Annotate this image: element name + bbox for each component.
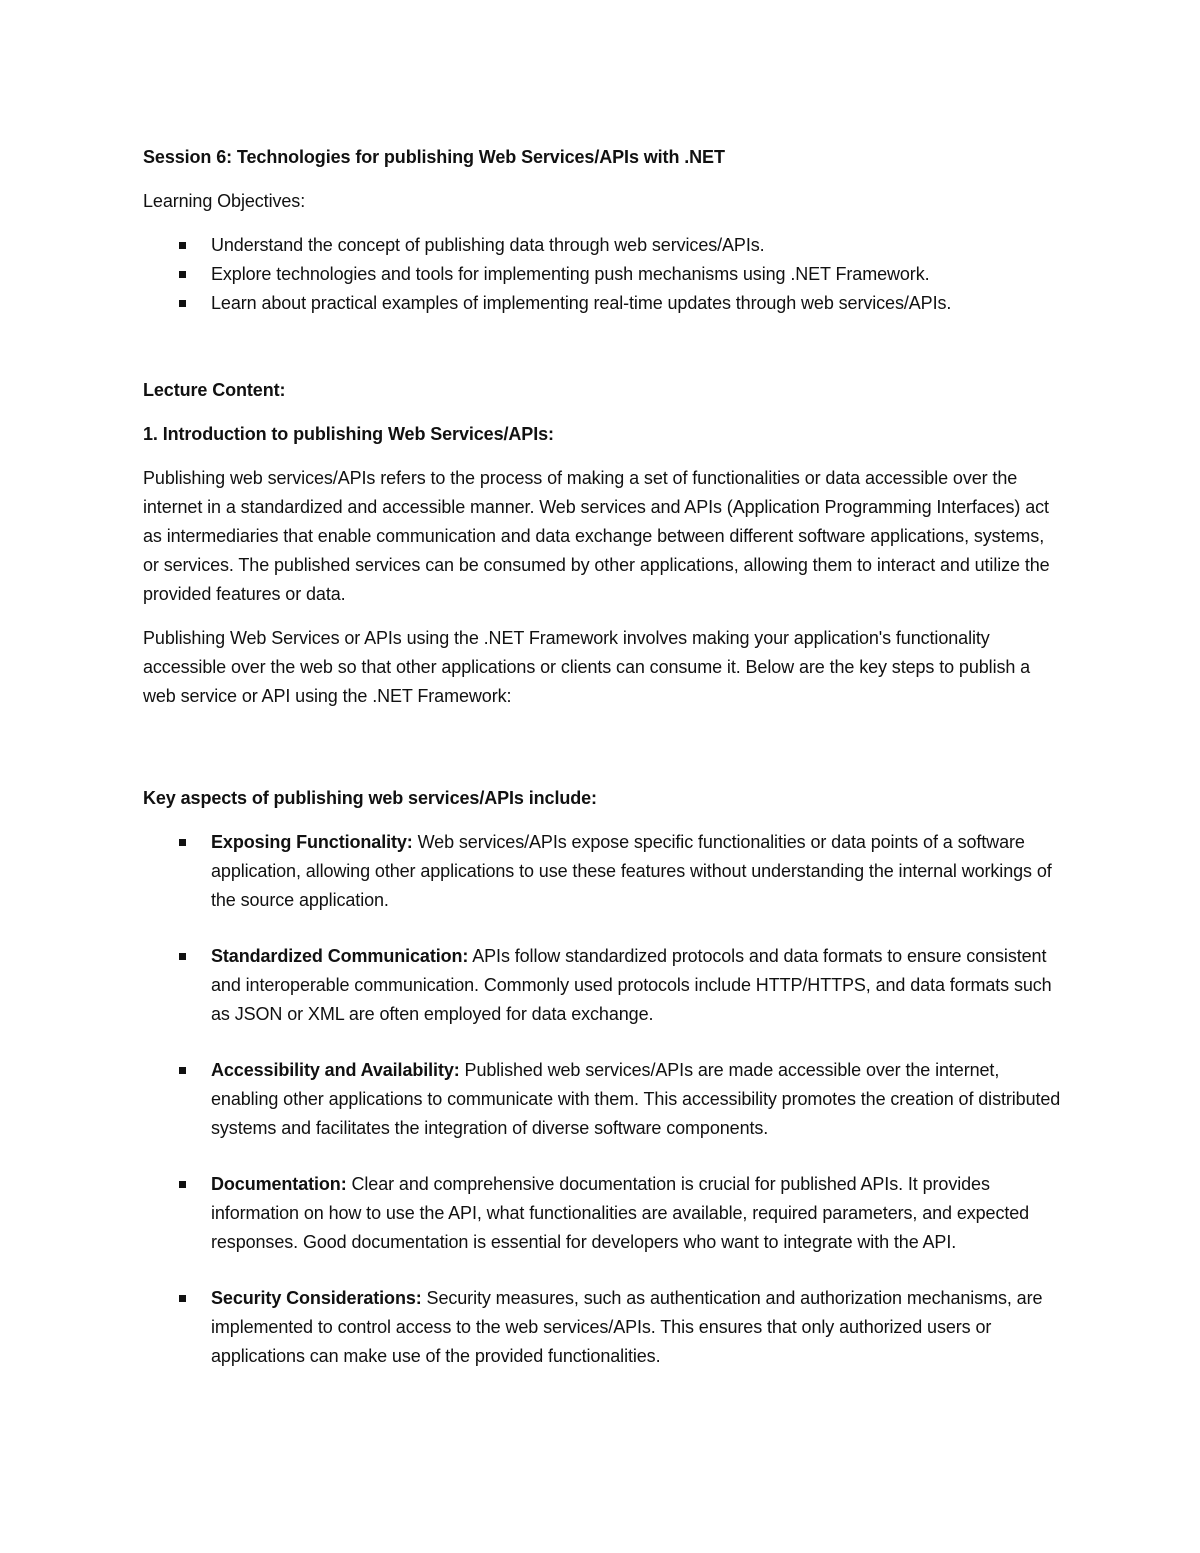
objective-item: [143, 260, 1063, 289]
square-bullet-icon: [179, 1295, 186, 1302]
intro-paragraph-2: Publishing Web Services or APIs using the .NET Framework involves making your application's functionality accessible over the web so that other applications or clients can consume it. Below are the key steps to publish a web service or API using the .NET Framework:: [143, 628, 1031, 706]
section-1-heading: 1. Introduction to publishing Web Services/APIs:: [143, 424, 554, 444]
spacer: [143, 726, 1063, 784]
square-bullet-icon: [179, 300, 186, 307]
aspect-text: Published web services/APIs are made accessible over the internet, enabling other applications to communicate with them. This accessibility promotes the creation of distributed systems and facilitates the integration of diverse software components.: [211, 1060, 1061, 1138]
aspect-text: Clear and comprehensive documentation is crucial for published APIs. It provides information on how to use the API, what functionalities are available, required parameters, and expected responses. Good documentation is essential for developers who want to integrate with the API.: [211, 1174, 1030, 1252]
objective-text: Learn about practical examples of implementing real-time updates through web services/APIs.: [211, 293, 952, 313]
aspect-item: [143, 1056, 1063, 1143]
aspect-text: Security measures, such as authentication and authorization mechanisms, are implemented to control access to the web services/APIs. This ensures that only authorized users or applications can make use of the provided functionalities.: [211, 1288, 1043, 1366]
aspect-term: Standardized Communication:: [211, 946, 469, 966]
intro-paragraph-1: Publishing web services/APIs refers to the process of making a set of functionalities or data accessible over the internet in a standardized and accessible manner. Web services and APIs (Application Programming Interfaces) act as intermediaries that enable communication and data exchange between different software applications, systems, or services. The published services can be consumed by other applications, allowing them to interact and utilize the provided features or data.: [143, 468, 1050, 604]
aspect-item: [143, 828, 1063, 915]
lecture-content-heading: Lecture Content:: [143, 380, 286, 400]
square-bullet-icon: [179, 1181, 186, 1188]
square-bullet-icon: [179, 1067, 186, 1074]
objective-item: [143, 231, 1063, 260]
aspect-term: Security Considerations:: [211, 1288, 422, 1308]
aspect-item: [143, 1170, 1063, 1257]
square-bullet-icon: [179, 271, 186, 278]
objective-item: [143, 289, 1063, 318]
aspect-term: Accessibility and Availability:: [211, 1060, 460, 1080]
square-bullet-icon: [179, 242, 186, 249]
square-bullet-icon: [179, 953, 186, 960]
objective-text: Explore technologies and tools for implementing push mechanisms using .NET Framework.: [211, 264, 930, 284]
spacer: [143, 318, 1063, 376]
square-bullet-icon: [179, 839, 186, 846]
key-aspects-heading: Key aspects of publishing web services/APIs include:: [143, 788, 597, 808]
aspect-item: [143, 1284, 1063, 1371]
aspect-term: Exposing Functionality:: [211, 832, 413, 852]
objective-text: Understand the concept of publishing data through web services/APIs.: [211, 235, 765, 255]
objectives-label: Learning Objectives:: [143, 191, 306, 211]
objectives-list: [143, 231, 1063, 318]
document-title: Session 6: Technologies for publishing Web Services/APIs with .NET: [143, 147, 725, 167]
document-body: [143, 143, 1063, 1398]
key-aspects-list: [143, 828, 1063, 1371]
aspect-text: Web services/APIs expose specific functionalities or data points of a software application, allowing other applications to use these features without understanding the internal workings of the source application.: [211, 832, 1052, 910]
aspect-item: [143, 942, 1063, 1029]
aspect-term: Documentation:: [211, 1174, 347, 1194]
aspect-text: APIs follow standardized protocols and data formats to ensure consistent and interoperable communication. Commonly used protocols include HTTP/HTTPS, and data formats such as JSON or XML are often employed for data exchange.: [211, 946, 1052, 1024]
